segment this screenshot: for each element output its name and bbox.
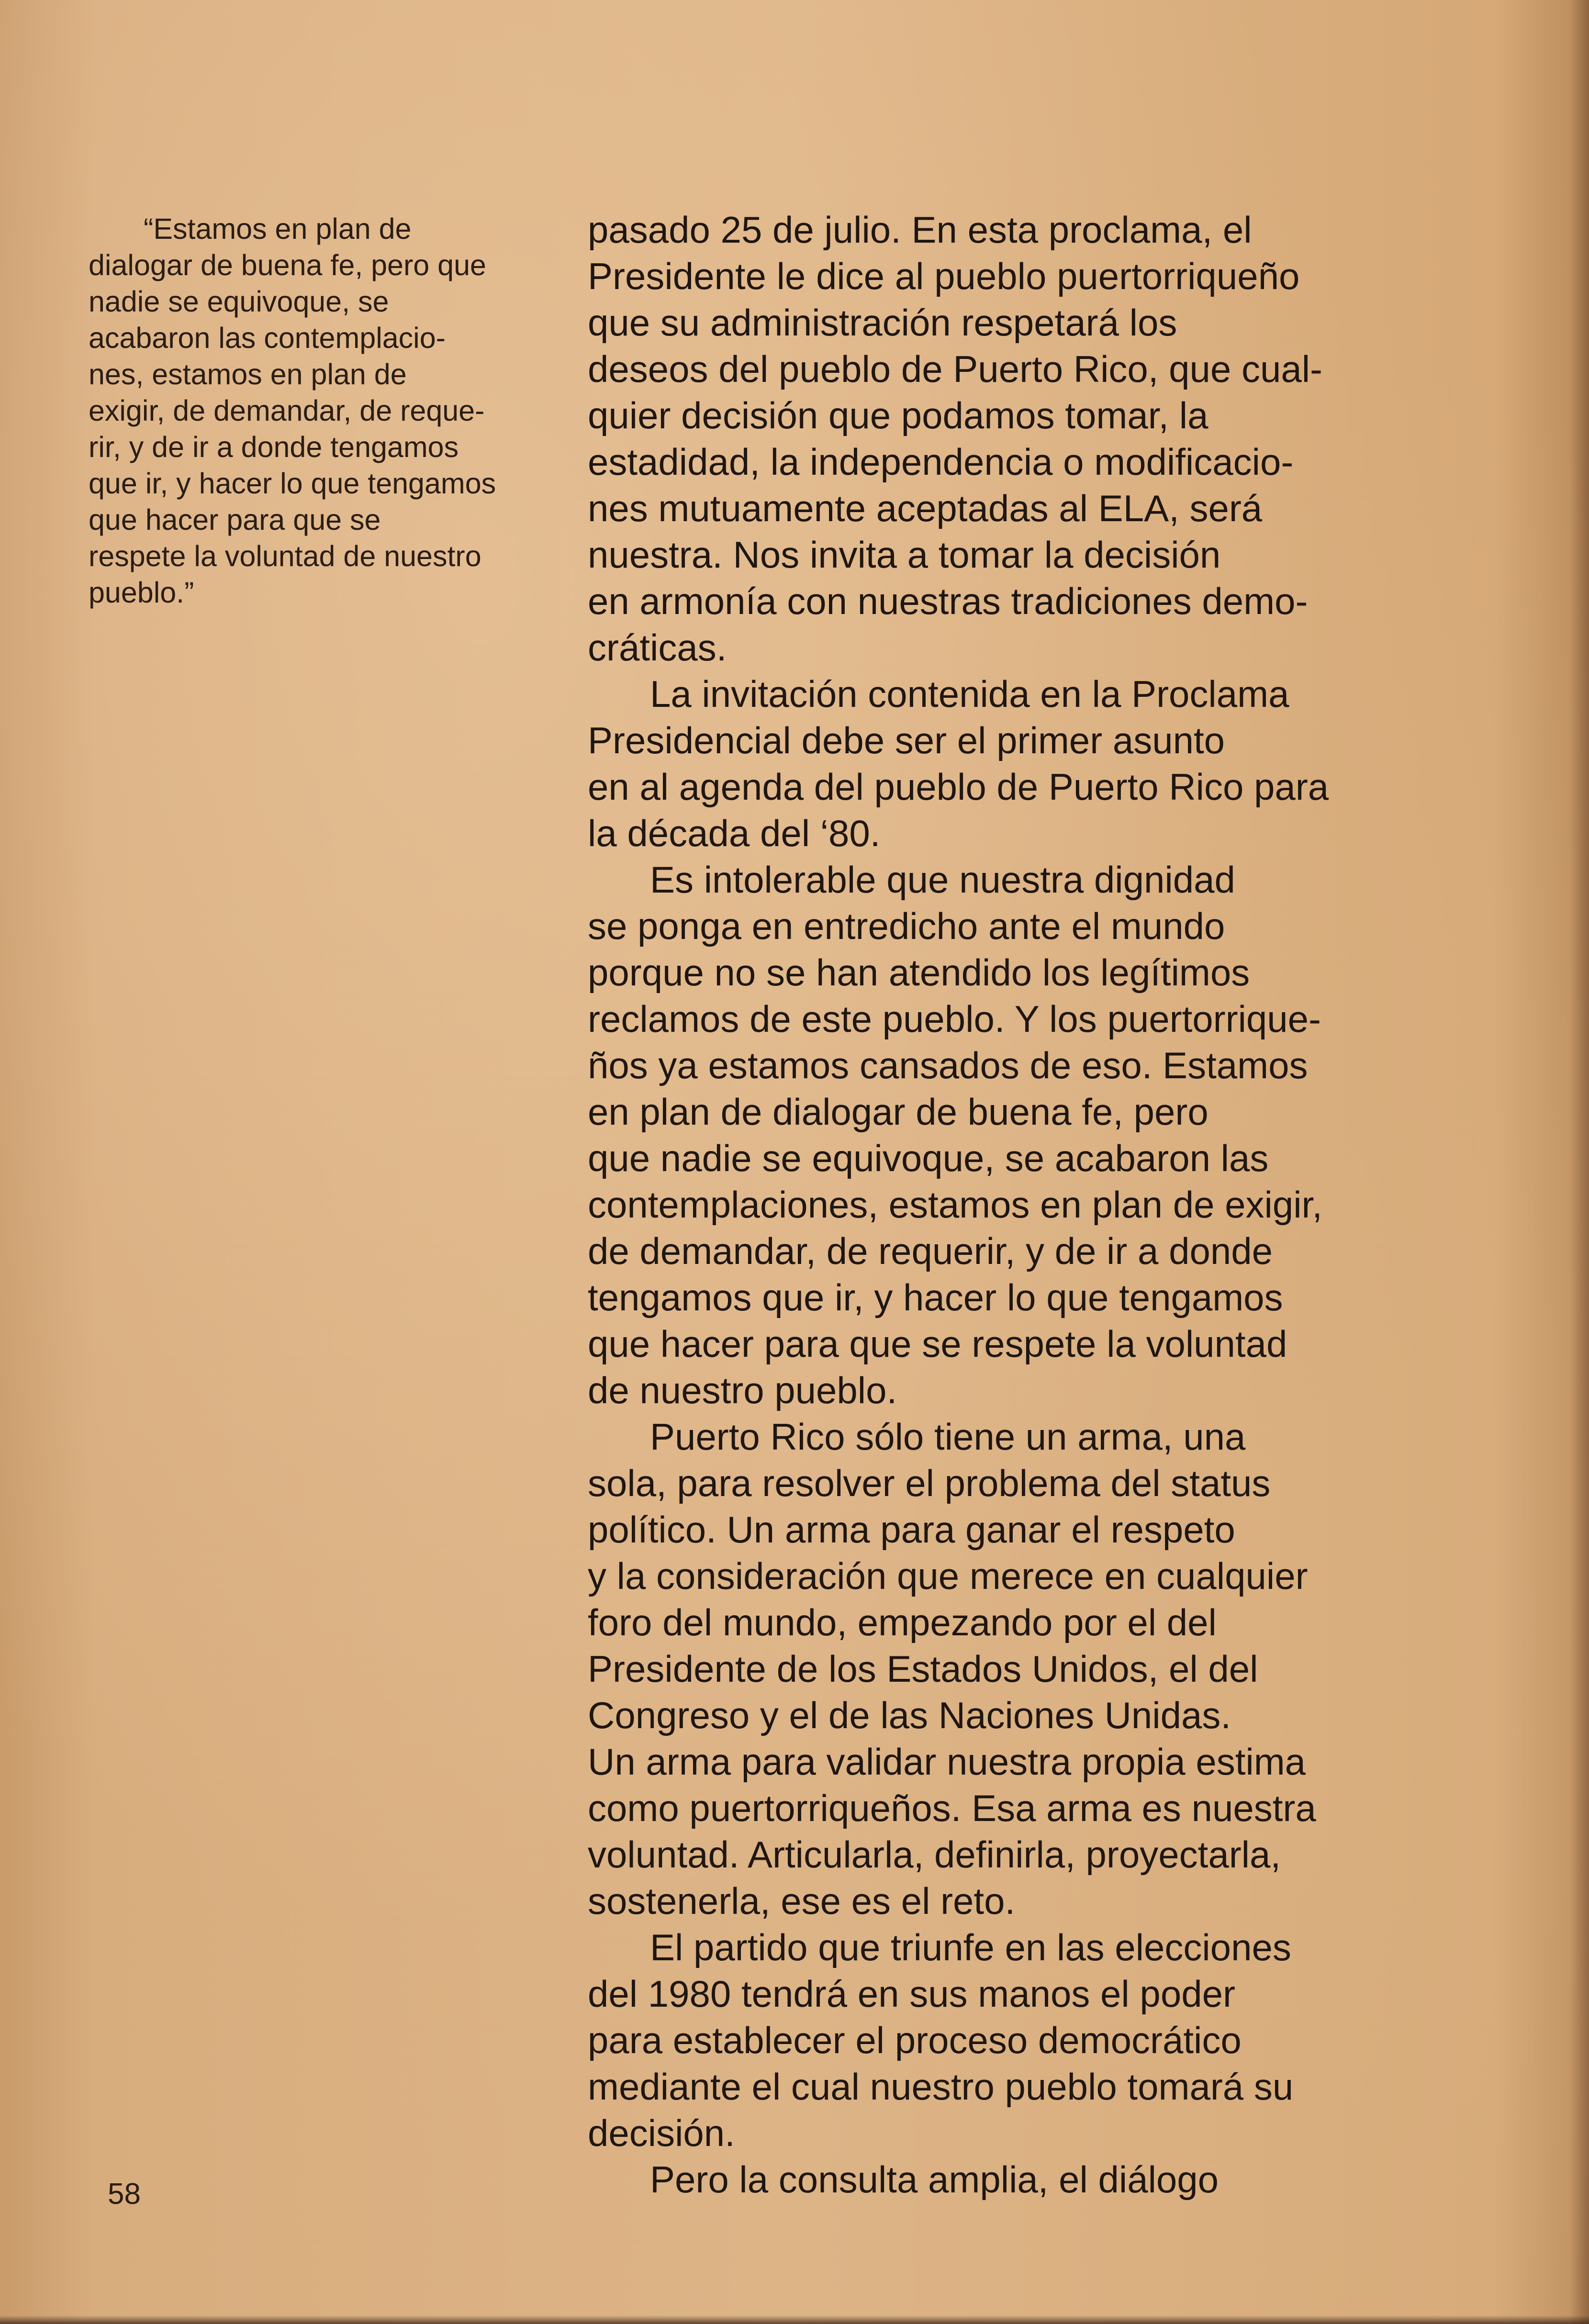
- body-line: voluntad. Articularla, definirla, proyectarla,: [588, 1833, 1281, 1876]
- body-line: para establecer el proceso democrático: [588, 2019, 1242, 2061]
- body-line: como puertorriqueños. Esa arma es nuestra: [588, 1787, 1316, 1829]
- body-line: deseos del pueblo de Puerto Rico, que cual-: [588, 348, 1323, 390]
- body-line: que nadie se equivoque, se acabaron las: [588, 1137, 1269, 1179]
- body-line: Es intolerable que nuestra dignidad: [650, 859, 1235, 901]
- body-line: decisión.: [588, 2112, 735, 2154]
- pull-quote-line: rir, y de ir a donde tengamos: [89, 431, 459, 463]
- body-line: nuestra. Nos invita a tomar la decisión: [588, 534, 1221, 576]
- body-line: y la consideración que merece en cualquier: [588, 1555, 1308, 1597]
- body-text: [588, 207, 1449, 2203]
- body-line: porque no se han atendido los legítimos: [588, 951, 1250, 994]
- body-line: del 1980 tendrá en sus manos el poder: [588, 1973, 1235, 2015]
- body-line: en plan de dialogar de buena fe, pero: [588, 1091, 1209, 1133]
- body-line: quier decisión que podamos tomar, la: [588, 394, 1209, 436]
- pull-quote-line: “Estamos en plan de: [144, 212, 412, 245]
- body-line: foro del mundo, empezando por el del: [588, 1601, 1217, 1643]
- body-line: la década del ‘80.: [588, 812, 881, 854]
- body-line: sola, para resolver el problema del status: [588, 1462, 1271, 1504]
- body-line: Presidencial debe ser el primer asunto: [588, 719, 1225, 761]
- body-line: se ponga en entredicho ante el mundo: [588, 905, 1225, 947]
- body-line: tengamos que ir, y hacer lo que tengamos: [588, 1276, 1283, 1318]
- body-line: ños ya estamos cansados de eso. Estamos: [588, 1044, 1308, 1086]
- body-line: que su administración respetará los: [588, 302, 1177, 344]
- body-line: cráticas.: [588, 626, 727, 669]
- body-line: mediante el cual nuestro pueblo tomará su: [588, 2066, 1294, 2108]
- body-line: en armonía con nuestras tradiciones demo-: [588, 580, 1308, 622]
- body-line: Presidente le dice al pueblo puertorriqueño: [588, 255, 1300, 297]
- body-line: Puerto Rico sólo tiene un arma, una: [650, 1416, 1246, 1458]
- page-bottom-shadow: [0, 2315, 1589, 2324]
- pull-quote-line: nadie se equivoque, se: [89, 285, 389, 318]
- body-line: de demandar, de requerir, y de ir a donde: [588, 1230, 1273, 1272]
- pull-quote-line: nes, estamos en plan de: [89, 358, 407, 391]
- pull-quote-line: respete la voluntad de nuestro: [89, 540, 481, 572]
- pull-quote-line: pueblo.”: [89, 576, 194, 609]
- page-number: 58: [108, 2178, 141, 2211]
- body-line: La invitación contenida en la Proclama: [650, 673, 1289, 715]
- pull-quote-line: acabaron las contemplacio-: [89, 322, 446, 354]
- pull-quote-line: exigir, de demandar, de reque-: [89, 394, 485, 427]
- body-line: contemplaciones, estamos en plan de exigir,: [588, 1184, 1322, 1226]
- pull-quote-line: dialogar de buena fe, pero que: [89, 249, 486, 281]
- body-line: Presidente de los Estados Unidos, el del: [588, 1648, 1258, 1690]
- body-line: en al agenda del pueblo de Puerto Rico para: [588, 766, 1329, 808]
- pull-quote: [89, 211, 534, 611]
- page-edge-shadow: [1570, 0, 1589, 2324]
- body-line: reclamos de este pueblo. Y los puertorrique-: [588, 998, 1321, 1040]
- body-line: Pero la consulta amplia, el diálogo: [650, 2158, 1219, 2201]
- pull-quote-line: que hacer para que se: [89, 503, 381, 536]
- body-line: de nuestro pueblo.: [588, 1369, 897, 1411]
- body-line: nes mutuamente aceptadas al ELA, será: [588, 487, 1263, 529]
- pull-quote-line: que ir, y hacer lo que tengamos: [89, 467, 496, 500]
- body-line: El partido que triunfe en las elecciones: [650, 1926, 1291, 1968]
- body-line: pasado 25 de julio. En esta proclama, el: [588, 209, 1252, 251]
- body-line: que hacer para que se respete la voluntad: [588, 1323, 1287, 1365]
- body-line: estadidad, la independencia o modificacio-: [588, 441, 1294, 483]
- body-line: Congreso y el de las Naciones Unidas.: [588, 1694, 1231, 1736]
- body-line: Un arma para validar nuestra propia estima: [588, 1741, 1306, 1783]
- body-line: sostenerla, ese es el reto.: [588, 1880, 1016, 1922]
- body-line: político. Un arma para ganar el respeto: [588, 1508, 1235, 1551]
